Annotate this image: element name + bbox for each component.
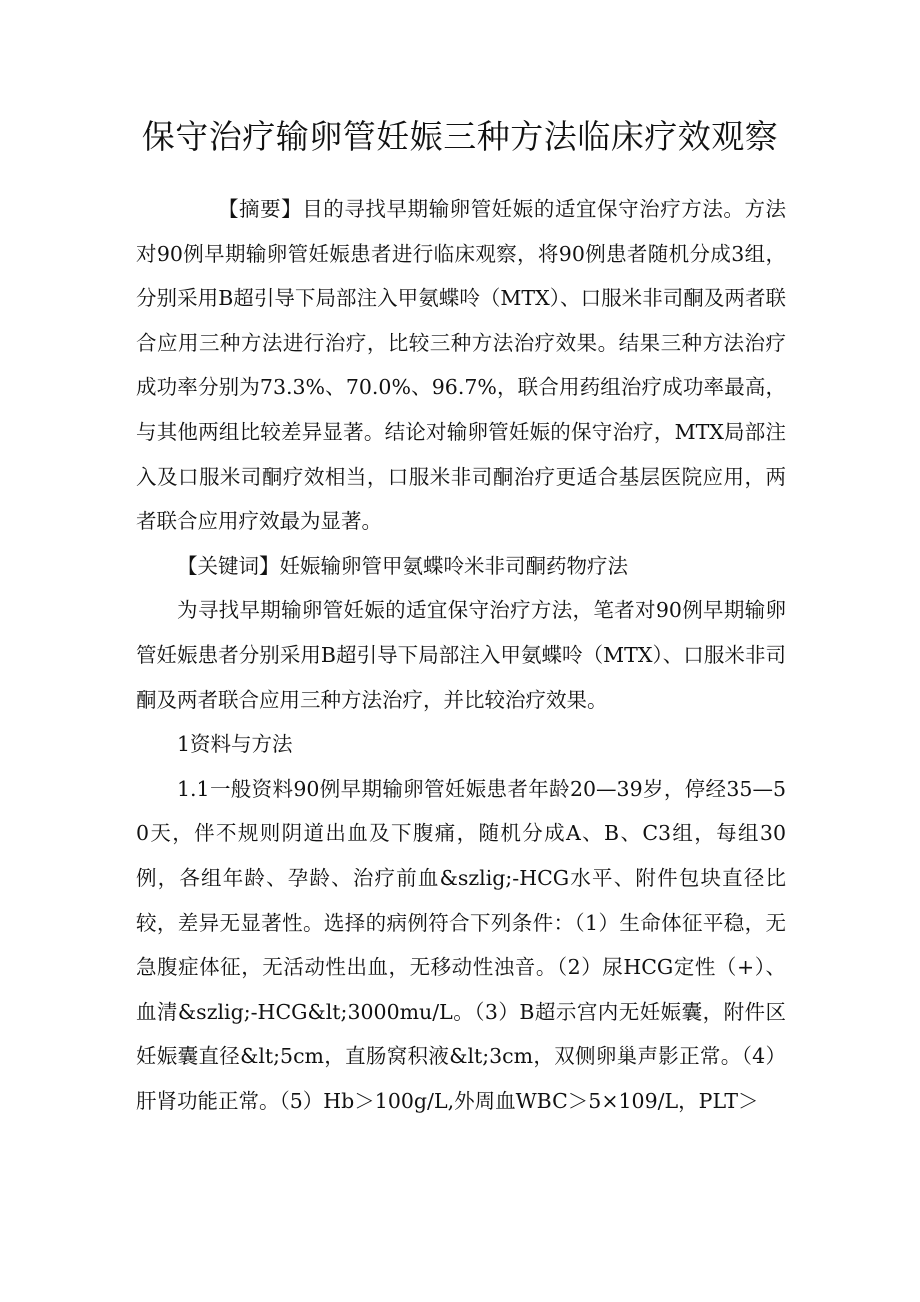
section-1-1-paragraph: 1.1一般资料90例早期输卵管妊娠患者年龄20—39岁，停经35—50天，伴不规则阴道出血及下腹痛，随机分成A、B、C3组，每组30例，各组年龄、孕龄、治疗前血&szlig;-HCG水平、附件包块直径比较，差异无显著性。选择的病例符合下列条件：（1）生命体征平稳，无急腹症体征，无活动性出血，无移动性浊音。（2）尿HCG定性（+）、血清&szlig;-HCG&lt;3000mu/L。（3）B超示宫内无妊娠囊，附件区妊娠囊直径&lt;5cm，直肠窝积液&lt;3cm，双侧卵巢声影正常。（4）肝肾功能正常。（5）Hb＞100g/L,外周血WBC＞5×109/L，PLT＞ [136, 776, 786, 1113]
document-title: 保守治疗输卵管妊娠三种方法临床疗效观察 [141, 117, 779, 156]
document-body [136, 187, 786, 1123]
section-heading: 1资料与方法 [177, 732, 293, 757]
keywords-paragraph: 【关键词】妊娠输卵管甲氨蝶呤米非司酮药物疗法 [177, 553, 628, 578]
abstract-paragraph: 【摘要】目的寻找早期输卵管妊娠的适宜保守治疗方法。方法对90例早期输卵管妊娠患者进行临床观察，将90例患者随机分成3组，分别采用B超引导下局部注入甲氨蝶呤（MTX）、口服米非司酮及两者联合应用三种方法进行治疗，比较三种方法治疗效果。结果三种方法治疗成功率分别为73.3%、70.0%、96.7%，联合用药组治疗成功率最高，与其他两组比较差异显著。结论对输卵管妊娠的保守治疗，MTX局部注入及口服米司酮疗效相当，口服米非司酮治疗更适合基层医院应用，两者联合应用疗效最为显著。 [136, 197, 786, 534]
intro-paragraph: 为寻找早期输卵管妊娠的适宜保守治疗方法，笔者对90例早期输卵管妊娠患者分别采用B超引导下局部注入甲氨蝶呤（MTX）、口服米非司酮及两者联合应用三种方法治疗，并比较治疗效果。 [136, 598, 786, 712]
